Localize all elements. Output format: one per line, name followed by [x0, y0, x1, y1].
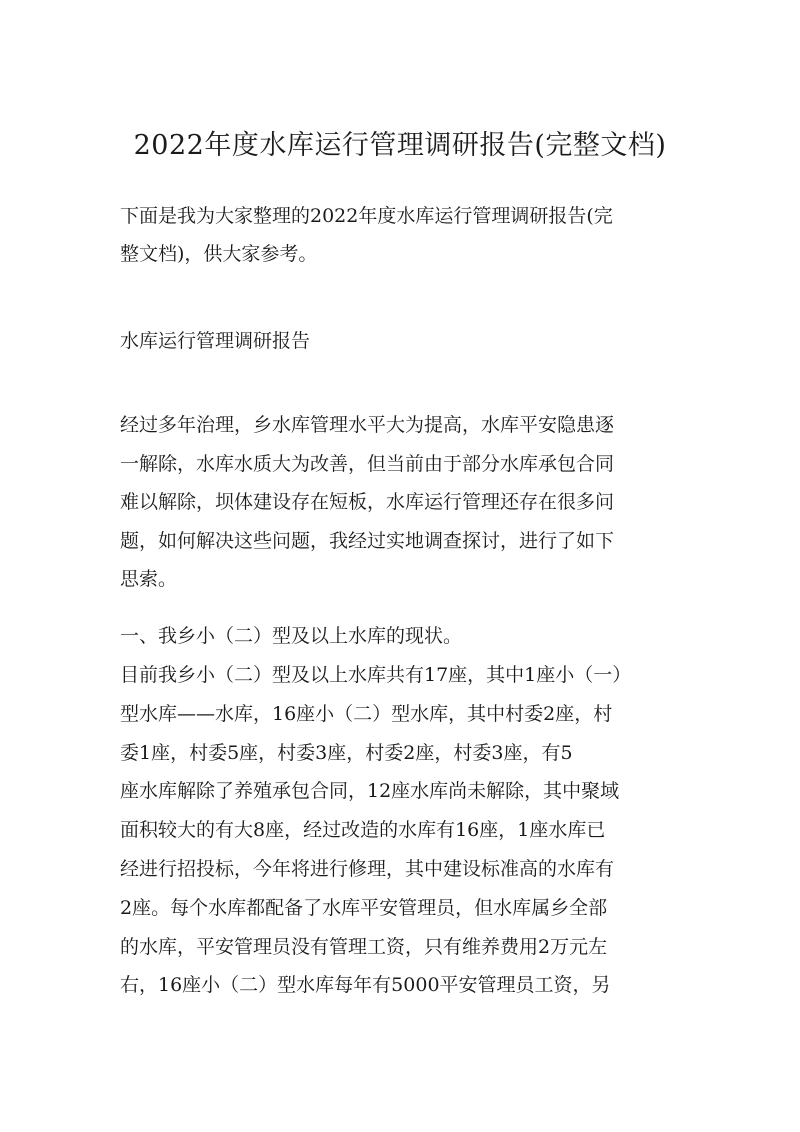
paragraph-line: 2座。每个水库都配备了水库平安管理员，但水库属乡全部 — [120, 896, 608, 919]
section-heading-status — [120, 617, 690, 655]
paragraph-line: 难以解除，坝体建设存在短板，水库运行管理还存在很多问 — [120, 491, 615, 513]
paragraph-line: 面积较大的有大8座，经过改造的水库有16座，1座水库已 — [120, 819, 606, 842]
paragraph-overview — [120, 406, 690, 599]
paragraph-line: 题，如何解决这些问题，我经过实地调查探讨，进行了如下 — [120, 529, 615, 552]
paragraph-line: 右，16座小（二）型水库每年有5000平安管理员工资，另 — [120, 974, 611, 997]
paragraph-line: 经进行招投标，今年将进行修理，其中建设标准高的水库有 — [120, 857, 615, 880]
section-heading-text: 一、我乡小（二）型及以上水库的现状。 — [120, 625, 463, 647]
paragraph-line: 目前我乡小（二）型及以上水库共有17座，其中1座小（一） — [120, 664, 632, 686]
paragraph-line: 型水库——水库，16座小（二）型水库，其中村委2座，村 — [120, 702, 613, 725]
intro-line: 整文档)，供大家参考。 — [120, 243, 318, 265]
document-title: 2022年度水库运行管理调研报告(完整文档) — [133, 130, 667, 161]
paragraph-line: 一解除，水库水质大为改善，但当前由于部分水库承包合同 — [120, 452, 615, 475]
subheading-text: 水库运行管理调研报告 — [120, 330, 311, 352]
paragraph-line: 的水库，平安管理员没有管理工资，只有维养费用2万元左 — [120, 935, 608, 958]
intro-paragraph — [120, 197, 690, 273]
paragraph-line: 思索。 — [120, 568, 178, 590]
paragraph-line: 经过多年治理，乡水库管理水平大为提高，水库平安隐患逐 — [120, 414, 615, 436]
report-subheading — [120, 322, 690, 360]
paragraph-line: 委1座，村委5座，村委3座，村委2座，村委3座，有5 — [120, 741, 573, 764]
intro-line: 下面是我为大家整理的2022年度水库运行管理调研报告(完 — [120, 205, 613, 227]
paragraph-line: 座水库解除了养殖承包合同，12座水库尚未解除，其中聚域 — [120, 780, 620, 803]
paragraph-status — [120, 656, 690, 1005]
